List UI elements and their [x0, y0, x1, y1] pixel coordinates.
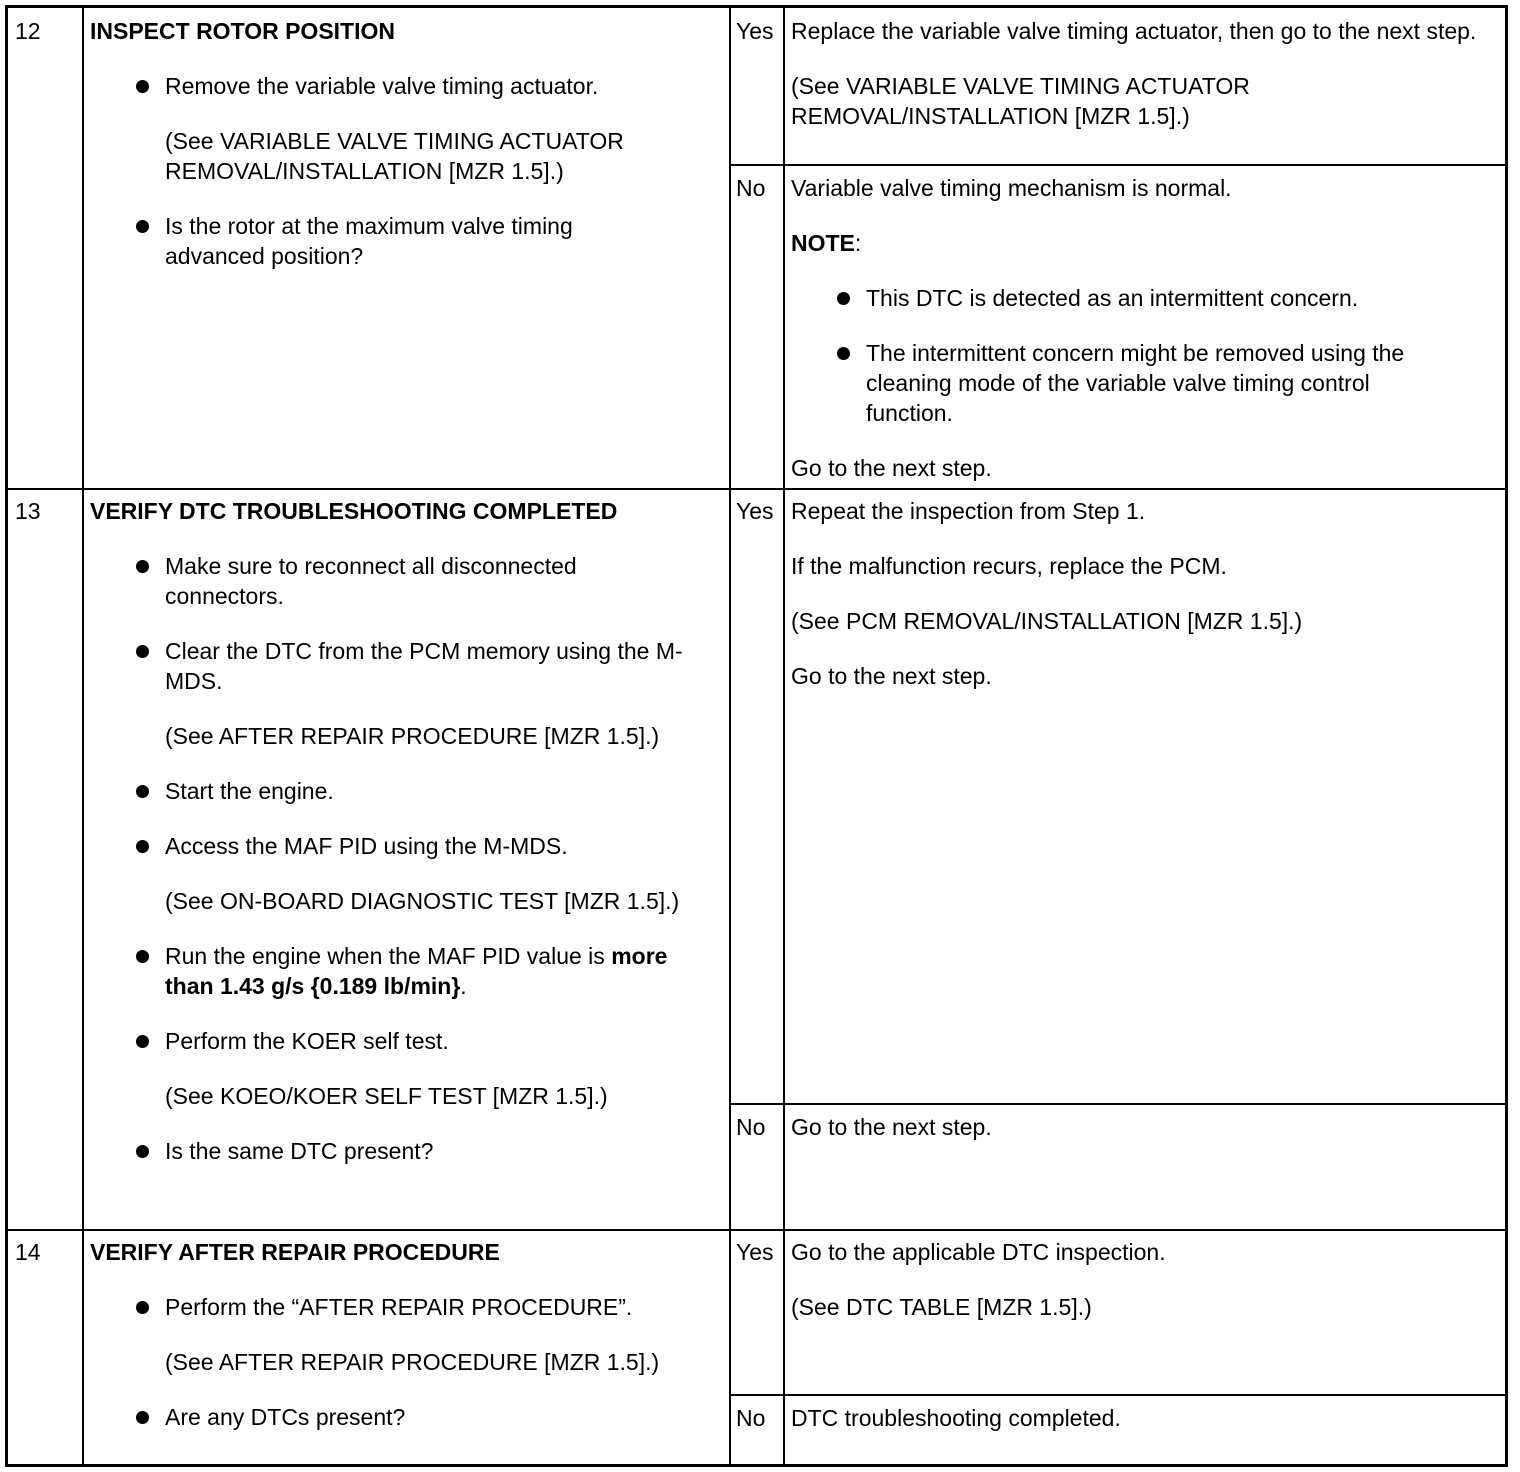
answer-text: Variable valve timing mechanism is normal.: [791, 175, 1232, 201]
answer-divider: [729, 164, 1505, 166]
step-bullet: Perform the KOER self test.: [90, 1026, 720, 1056]
no-label: No: [736, 175, 766, 201]
step-bullet: Is the same DTC present?: [90, 1136, 720, 1166]
answer-text: Go to the next step.: [791, 1114, 992, 1140]
threshold-value: more than 1.43 g/s {0.189 lb/min}: [165, 943, 668, 999]
note-label: NOTE: [791, 230, 855, 256]
step-bullet: Clear the DTC from the PCM memory using the M-MDS.: [90, 636, 720, 696]
step-title: VERIFY DTC TROUBLESHOOTING COMPLETED: [90, 498, 618, 524]
answer-text: Go to the next step.: [791, 663, 992, 689]
yes-answer: [791, 496, 1496, 716]
step-title: INSPECT ROTOR POSITION: [90, 18, 395, 44]
column-divider: [82, 8, 84, 1464]
step-reference: (See KOEO/KOER SELF TEST [MZR 1.5].): [165, 1083, 608, 1109]
step-bullet: Are any DTCs present?: [90, 1402, 720, 1432]
yes-label: Yes: [736, 1239, 774, 1265]
answer-reference: (See DTC TABLE [MZR 1.5].): [791, 1294, 1092, 1320]
answer-reference: (See VARIABLE VALVE TIMING ACTUATOR REMOVAL/INSTALLATION [MZR 1.5].): [791, 73, 1250, 129]
note-bullet: This DTC is detected as an intermittent concern.: [791, 283, 1496, 313]
step-bullet: Access the MAF PID using the M-MDS.: [90, 831, 720, 861]
answer-text: Go to the next step.: [791, 455, 992, 481]
answer-divider: [729, 1394, 1505, 1396]
step-reference: (See AFTER REPAIR PROCEDURE [MZR 1.5].): [165, 1349, 660, 1375]
step-bullet: [90, 941, 720, 1001]
step-content: [90, 1237, 720, 1457]
bullet-text: Run the engine when the MAF PID value is: [165, 943, 605, 969]
no-answer: [791, 173, 1496, 508]
note-heading: [791, 228, 1496, 258]
step-content: [90, 496, 720, 1191]
step-reference: (See ON-BOARD DIAGNOSTIC TEST [MZR 1.5].): [165, 888, 680, 914]
answer-divider: [729, 1103, 1505, 1105]
answer-text: Go to the applicable DTC inspection.: [791, 1239, 1166, 1265]
column-divider: [729, 8, 731, 1464]
yes-label: Yes: [736, 498, 774, 524]
no-label: No: [736, 1405, 766, 1431]
step-reference: (See VARIABLE VALVE TIMING ACTUATOR REMOVAL/INSTALLATION [MZR 1.5].): [165, 128, 624, 184]
step-number: 12: [15, 18, 41, 44]
answer-text: If the malfunction recurs, replace the PCM.: [791, 553, 1227, 579]
yes-answer: [791, 1237, 1496, 1347]
yes-label: Yes: [736, 18, 774, 44]
no-answer: [791, 1403, 1496, 1458]
step-bullet: Remove the variable valve timing actuator.: [90, 71, 720, 101]
row-divider: [8, 1229, 1505, 1231]
step-number: 14: [15, 1239, 41, 1265]
troubleshooting-table: [5, 5, 1508, 1467]
answer-reference: (See PCM REMOVAL/INSTALLATION [MZR 1.5].): [791, 608, 1303, 634]
no-answer: [791, 1112, 1496, 1167]
bullet-text-end: .: [460, 973, 467, 999]
step-bullet: Is the rotor at the maximum valve timing advanced position?: [90, 211, 720, 271]
answer-text: DTC troubleshooting completed.: [791, 1405, 1121, 1431]
step-title: VERIFY AFTER REPAIR PROCEDURE: [90, 1239, 500, 1265]
column-divider: [783, 8, 785, 1464]
step-number: 13: [15, 498, 41, 524]
step-bullet: Perform the “AFTER REPAIR PROCEDURE”.: [90, 1292, 720, 1322]
note-colon: :: [854, 230, 862, 256]
no-label: No: [736, 1114, 766, 1140]
answer-text: Repeat the inspection from Step 1.: [791, 498, 1146, 524]
step-bullet: Start the engine.: [90, 776, 720, 806]
step-content: [90, 16, 720, 296]
step-reference: (See AFTER REPAIR PROCEDURE [MZR 1.5].): [165, 723, 660, 749]
note-bullet: The intermittent concern might be removed using the cleaning mode of the variable valve timing control function.: [791, 338, 1496, 428]
step-bullet: Make sure to reconnect all disconnected connectors.: [90, 551, 720, 611]
answer-text: Replace the variable valve timing actuator, then go to the next step.: [791, 18, 1477, 44]
yes-answer: [791, 16, 1496, 156]
